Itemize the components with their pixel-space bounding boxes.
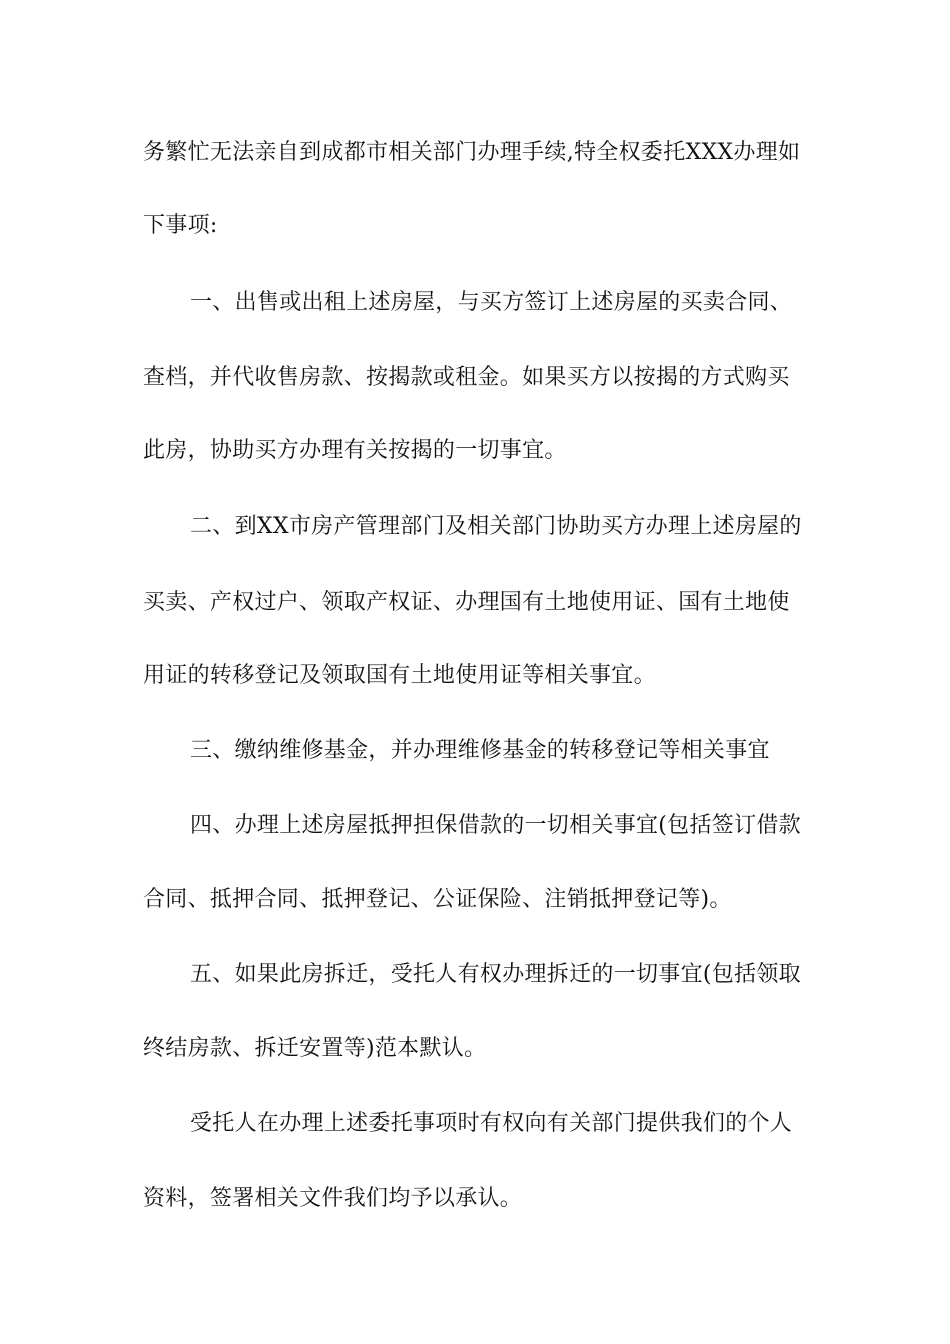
paragraph-line-2: 下事项: bbox=[143, 213, 218, 238]
item-two-line-3: 用证的转移登记及领取国有土地使用证等相关事宜。 bbox=[143, 663, 656, 688]
item-five-line-1: 五、如果此房拆迁，受托人有权办理拆迁的一切事宜(包括领取 bbox=[190, 962, 801, 987]
item-one-line-2: 查档，并代收售房款、按揭款或租金。如果买方以按揭的方式购买 bbox=[143, 365, 790, 390]
item-one-line-3: 此房，协助买方办理有关按揭的一切事宜。 bbox=[143, 438, 567, 463]
item-two-line-2: 买卖、产权过户、领取产权证、办理国有土地使用证、国有土地使 bbox=[143, 590, 790, 615]
closing-line-2: 资料，签署相关文件我们均予以承认。 bbox=[143, 1186, 523, 1211]
paragraph-line-1: 务繁忙无法亲自到成都市相关部门办理手续,特全权委托XXX办理如 bbox=[143, 140, 801, 165]
item-four-line-1: 四、办理上述房屋抵押担保借款的一切相关事宜(包括签订借款 bbox=[190, 813, 801, 838]
item-five-line-2: 终结房款、拆迁安置等)范本默认。 bbox=[143, 1036, 487, 1061]
closing-line-1: 受托人在办理上述委托事项时有权向有关部门提供我们的个人 bbox=[190, 1111, 793, 1136]
item-two-line-1: 二、到XX市房产管理部门及相关部门协助买方办理上述房屋的 bbox=[190, 514, 802, 539]
item-four-line-2: 合同、抵押合同、抵押登记、公证保险、注销抵押登记等)。 bbox=[143, 887, 732, 912]
item-three-line-1: 三、缴纳维修基金，并办理维修基金的转移登记等相关事宜 bbox=[190, 738, 770, 763]
item-one-line-1: 一、出售或出租上述房屋，与买方签订上述房屋的买卖合同、 bbox=[190, 290, 793, 315]
